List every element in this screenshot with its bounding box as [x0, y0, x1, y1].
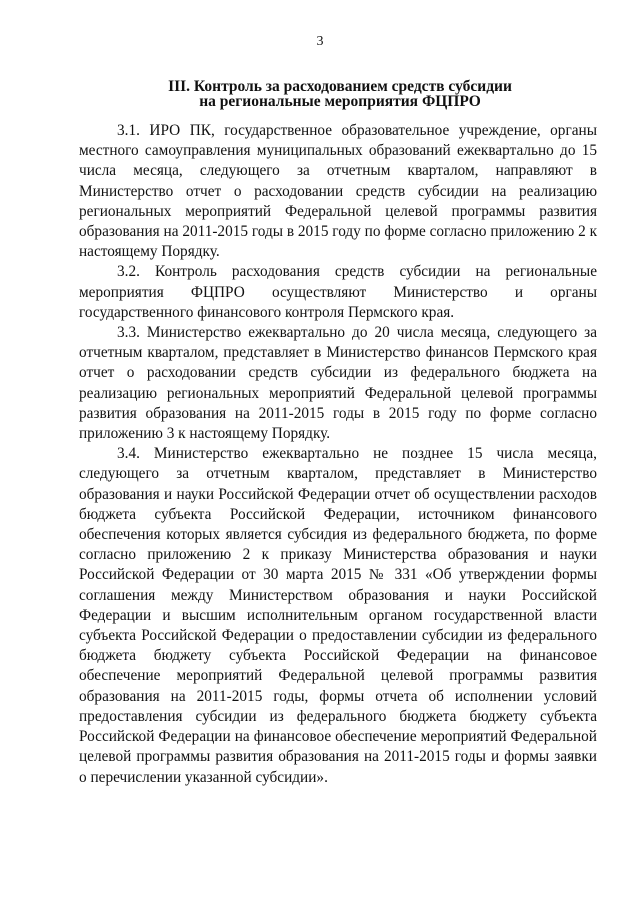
section-heading-line-1: III. Контроль за расходованием средств субсидии [168, 78, 512, 95]
paragraph-3-2 [79, 262, 597, 323]
paragraph-3-4 [79, 444, 597, 787]
paragraph-3-3 [79, 323, 597, 444]
paragraph-3-1 [79, 121, 597, 262]
paragraph-text: ИРО ПК, государственное образовательное учреждение, органы местного самоуправления муниципальных образований ежеквартально до 15 числа месяца, следующего за отчетным кварталом, направляют в Министерство отчет о расходовании средств субсидии на реализацию региональных мероприятий Федеральной целевой программы развития образования на 2011-2015 годы в 2015 году по форме согласно приложению 2 к настоящему Порядку. [79, 122, 598, 261]
section-heading-line-2: на региональные мероприятия ФЦПРО [199, 93, 481, 110]
paragraph-text: Министерство ежеквартально до 20 числа месяца, следующего за отчетным кварталом, представляет в Министерство финансов Пермского края отчет о расходовании средств субсидии из федерального бюджета на реализацию региональных мероприятий Федеральной целевой программы развития образования на 2011-2015 годы в 2015 году по форме согласно приложению 3 к настоящему Порядку. [79, 324, 597, 443]
paragraph-text: Контроль расходования средств субсидии на региональные мероприятия ФЦПРО осуществляют Министерство и органы государственного финансового контроля Пермского края. [79, 263, 597, 321]
paragraph-number: 3.1. [117, 122, 140, 139]
document-body [79, 121, 597, 788]
section-heading [60, 79, 620, 109]
paragraph-number: 3.4. [117, 445, 140, 463]
paragraph-text: Министерство ежеквартально не позднее 15 числа месяца, следующего за отчетным кварталом, представляет в Министерство образования и науки Российской Федерации отчет об осуществлении расходов бюджета субъекта Российской Федерации, источником финансового обеспечения которых является субсидия из федерального бюджета, по форме согласно приложению 2 к приказу Министерства образования и науки Российской Федерации от 30 марта 2015 № 331 «Об утверждении формы соглашения между Министерством образования и науки Российской Федерации и высшим исполнительным органом государственной власти субъекта Российской Федерации о предоставлении субсидии из федерального бюджета бюджету субъекта Российской Федерации на финансовое обеспечение мероприятий Федеральной целевой программы развития образования на 2011-2015 годы, формы отчета об исполнении условий предоставления субсидии из федерального бюджета бюджету субъекта Российской Федерации на финансовое обеспечение мероприятий Федеральной целевой программы развития образования на 2011-2015 годы и формы заявки о перечислении указанной субсидии». [79, 445, 597, 786]
paragraph-number: 3.3. [117, 324, 140, 342]
paragraph-number: 3.2. [117, 263, 140, 281]
page-number: 3 [316, 34, 324, 49]
